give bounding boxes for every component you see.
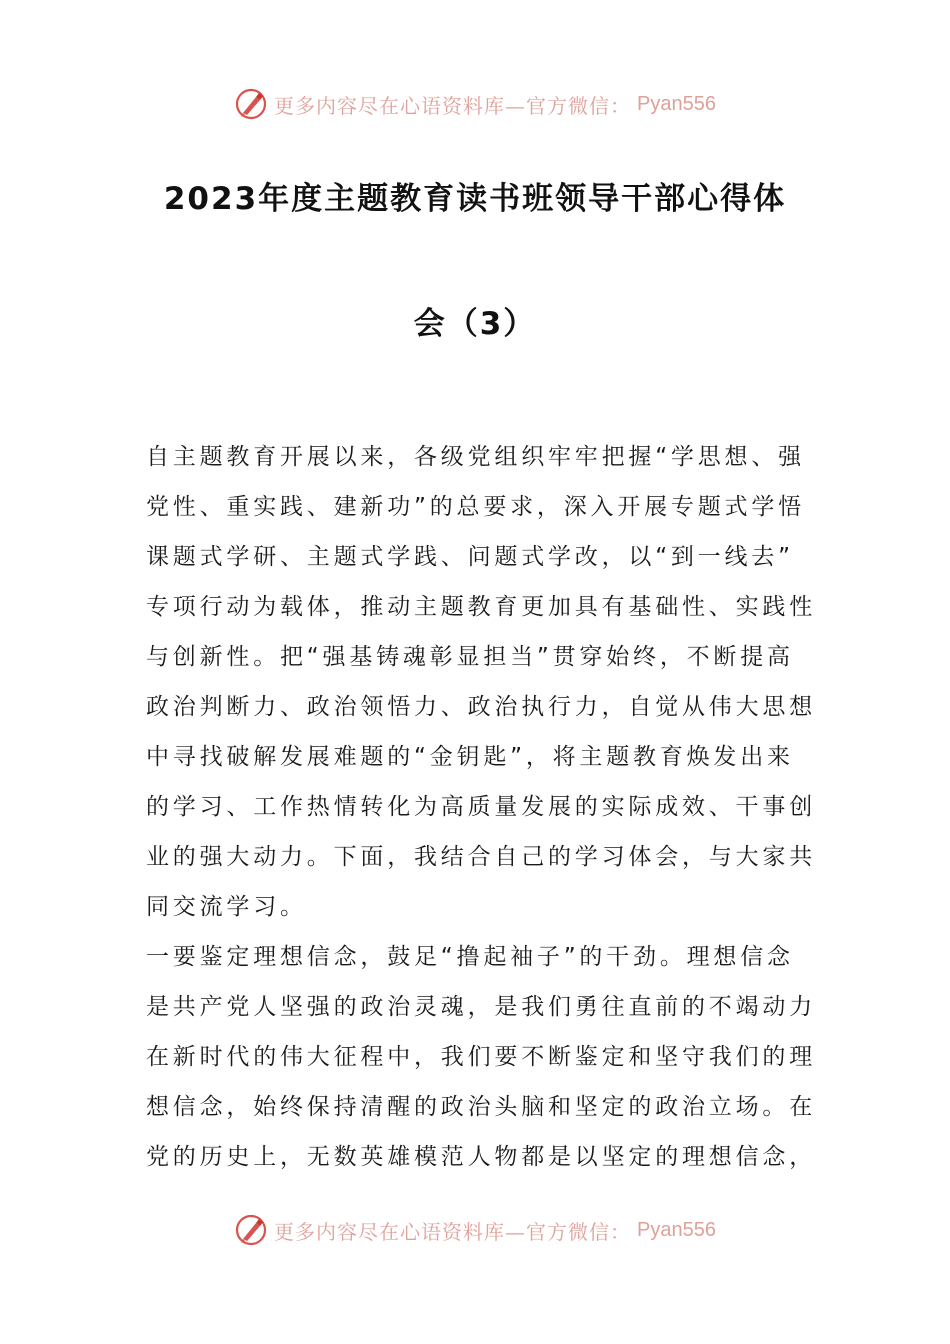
pen-nib-logo-icon	[234, 87, 268, 121]
body-line: 想信念，始终保持清醒的政治头脑和坚定的政治立场。在	[146, 1094, 816, 1120]
body-line: 业的强大动力。下面，我结合自己的学习体会，与大家共	[146, 844, 816, 870]
body-line: 课题式学研、主题式学践、问题式学改，以“到一线去”	[146, 544, 794, 570]
body-line: 党性、重实践、建新功”的总要求，深入开展专题式学悟	[146, 494, 805, 520]
body-line: 专项行动为载体，推动主题教育更加具有基础性、实践性	[146, 594, 816, 620]
watermark-wechat-id: Pyan556	[637, 1218, 716, 1241]
body-line: 与创新性。把“强基铸魂彰显担当”贯穿始终，不断提高	[146, 644, 794, 670]
body-line: 一要鉴定理想信念，鼓足“撸起袖子”的干劲。理想信念	[146, 944, 794, 970]
document-title-line-2: 会（3）	[413, 306, 537, 342]
header-watermark	[0, 84, 950, 124]
footer-watermark	[0, 1210, 950, 1250]
watermark-wechat-id: Pyan556	[637, 92, 716, 115]
pen-nib-logo-icon	[234, 1213, 268, 1247]
body-line: 中寻找破解发展难题的“金钥匙”，将主题教育焕发出来	[146, 744, 794, 770]
body-line: 党的历史上，无数英雄模范人物都是以坚定的理想信念，	[146, 1144, 816, 1170]
body-line: 同交流学习。	[146, 894, 307, 920]
body-line: 自主题教育开展以来，各级党组织牢牢把握“学思想、强	[146, 444, 805, 470]
watermark-text: 更多内容尽在心语资料库—官方微信：	[274, 93, 632, 118]
body-line: 的学习、工作热情转化为高质量发展的实际成效、干事创	[146, 794, 816, 820]
watermark-text: 更多内容尽在心语资料库—官方微信：	[274, 1219, 632, 1244]
body-line: 在新时代的伟大征程中，我们要不断鉴定和坚守我们的理	[146, 1044, 816, 1070]
document-body	[146, 432, 816, 1182]
body-line: 是共产党人坚强的政治灵魂，是我们勇往直前的不竭动力	[146, 994, 816, 1020]
body-line: 政治判断力、政治领悟力、政治执行力，自觉从伟大思想	[146, 694, 816, 720]
document-title-line-1: 2023年度主题教育读书班领导干部心得体	[163, 181, 787, 217]
